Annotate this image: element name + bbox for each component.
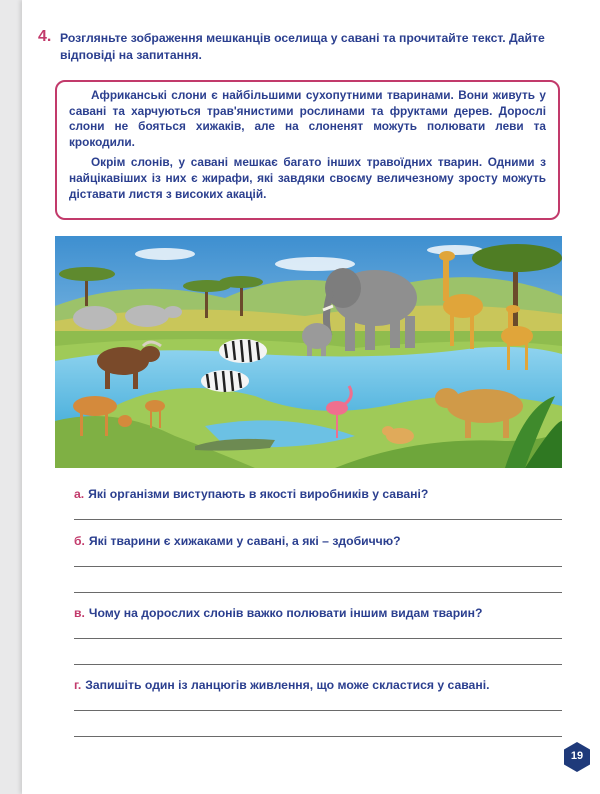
savanna-illustration — [55, 236, 562, 468]
question-d — [74, 678, 564, 692]
question-text: Які організми виступають в якості виробників у савані? — [88, 487, 429, 501]
task-instruction: Розгляньте зображення мешканців оселища у савані та прочитайте текст. Дайте відповіді на запитання. — [60, 31, 545, 62]
question-letter: в. — [74, 606, 85, 620]
question-a — [74, 487, 564, 501]
page-number-badge — [561, 741, 593, 773]
answer-line[interactable] — [74, 566, 562, 567]
text-paragraph-2: Окрім слонів, у савані мешкає багато інших травоїдних тварин. Одними з найцікавіших із них є жирафи, які завдяки своєму величезному зросту можуть діставати листя з високих акацій. — [69, 155, 546, 201]
question-letter: б. — [74, 534, 85, 548]
question-text: Запишіть один із ланцюгів живлення, що може скластися у савані. — [85, 678, 490, 692]
question-letter: г. — [74, 678, 82, 692]
answer-line[interactable] — [74, 664, 562, 665]
answer-line[interactable] — [74, 710, 562, 711]
question-text: Чому на дорослих слонів важко полювати іншим видам тварин? — [88, 606, 483, 620]
question-letter: а. — [74, 487, 85, 501]
answer-line[interactable] — [74, 736, 562, 737]
answer-line[interactable] — [74, 638, 562, 639]
answer-line[interactable] — [74, 519, 562, 520]
answer-line[interactable] — [74, 592, 562, 593]
text-paragraph-1: Африканські слони є найбільшими сухопутними тваринами. Вони живуть у савані та харчуються трав'янистими рослинами та фруктами дерев. Дорослі слони не бояться хижаків, але на слоненят можуть полювати леви та крокодили. — [69, 88, 546, 149]
question-c — [74, 606, 564, 620]
task-number: 4. — [38, 28, 52, 45]
question-text: Які тварини є хижаками у савані, а які – здобиччю? — [88, 534, 401, 548]
question-b — [74, 534, 564, 548]
reading-text-box — [55, 80, 560, 220]
page-number: 19 — [570, 750, 584, 762]
